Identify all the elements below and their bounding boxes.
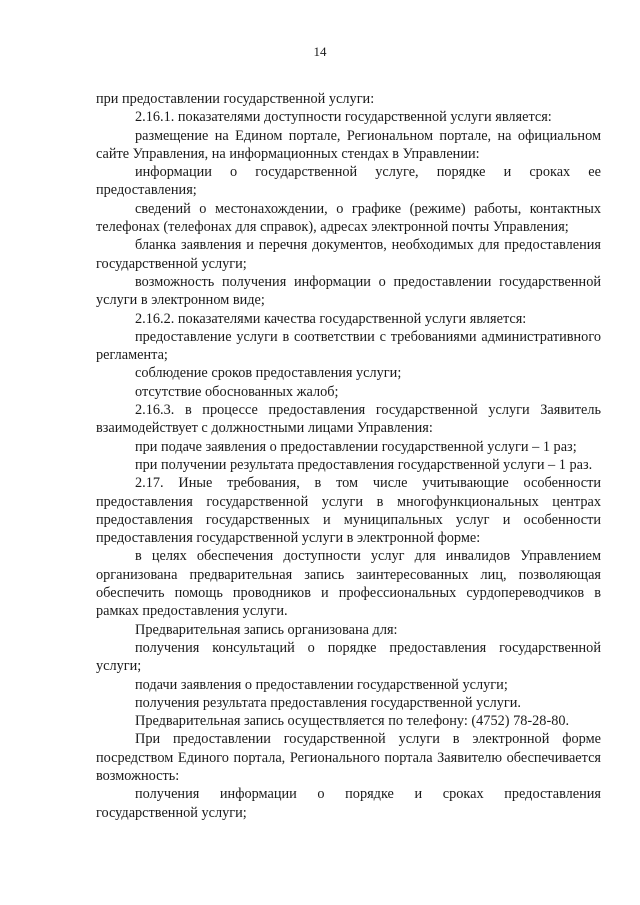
paragraph: подачи заявления о предоставлении государственной услуги; bbox=[135, 676, 508, 693]
paragraph: предоставление услуги в соответствии с требованиями административного регламента; bbox=[96, 328, 601, 364]
paragraph: возможность получения информации о предоставлении государственной услуги в электронном виде; bbox=[96, 273, 601, 309]
page-number: 14 bbox=[313, 44, 327, 59]
paragraph: соблюдение сроков предоставления услуги; bbox=[135, 365, 402, 382]
paragraph: 2.16.2. показателями качества государственной услуги является: bbox=[135, 310, 527, 327]
paragraph: При предоставлении государственной услуги в электронной форме посредством Единого портала, Регионального портала Заявителю обеспечивается возможность: bbox=[96, 731, 601, 784]
paragraph: отсутствие обоснованных жалоб; bbox=[135, 383, 339, 400]
paragraph: Предварительная запись осуществляется по телефону: (4752) 78-28-80. bbox=[135, 713, 570, 730]
paragraph: при подаче заявления о предоставлении государственной услуги – 1 раз; bbox=[135, 438, 577, 455]
document-body bbox=[96, 90, 601, 822]
paragraph: при предоставлении государственной услуги: bbox=[96, 91, 375, 107]
paragraph: Предварительная запись организована для: bbox=[135, 621, 398, 638]
paragraph: информации о государственной услуге, порядке и сроках ее предоставления; bbox=[96, 164, 601, 199]
paragraph: 2.16.3. в процессе предоставления государственной услуги Заявитель взаимодействует с должностными лицами Управления: bbox=[96, 402, 601, 437]
paragraph: в целях обеспечения доступности услуг для инвалидов Управлением организована предварительная запись заинтересованных лиц, позволяющая обеспечить помощь проводников и профессиональных сурдопереводчиков в рамках предоставления услуги. bbox=[96, 548, 601, 620]
paragraph: 2.17. Иные требования, в том числе учитывающие особенности предоставления государственной услуги в многофункциональных центрах предоставления государственных и муниципальных услуг и особенности предоставления государственной услуги в электронной форме: bbox=[96, 475, 601, 547]
paragraph: получения информации о порядке и сроках предоставления государственной услуги; bbox=[96, 786, 601, 821]
paragraph: получения результата предоставления государственной услуги. bbox=[135, 694, 521, 711]
paragraph: при получении результата предоставления государственной услуги – 1 раз. bbox=[135, 456, 593, 473]
paragraph: размещение на Едином портале, Региональном портале, на официальном сайте Управления, на информационных стендах в Управлении: bbox=[96, 127, 601, 162]
paragraph: сведений о местонахождении, о графике (режиме) работы, контактных телефонах (телефонах для справок), адресах электронной почты Управления; bbox=[96, 200, 601, 236]
paragraph: бланка заявления и перечня документов, необходимых для предоставления государственной услуги; bbox=[96, 237, 601, 272]
paragraph: получения консультаций о порядке предоставления государственной услуги; bbox=[96, 639, 601, 675]
paragraph: 2.16.1. показателями доступности государственной услуги является: bbox=[135, 109, 552, 126]
